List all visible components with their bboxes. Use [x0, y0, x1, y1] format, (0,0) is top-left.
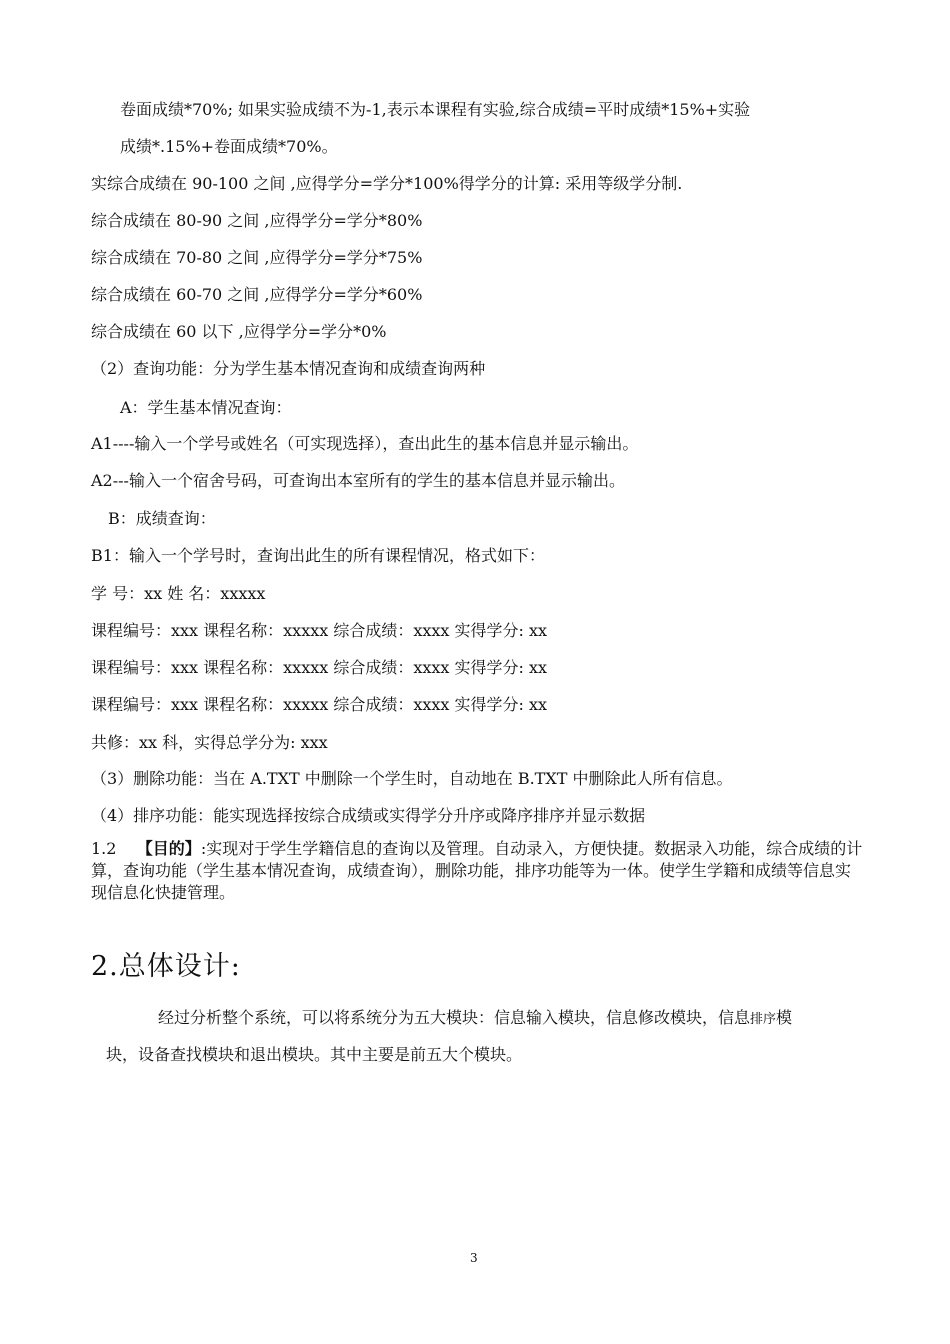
text-line: 学 号：xx 姓 名：xxxxx: [91, 584, 266, 603]
text-line: （3）删除功能：当在 A.TXT 中删除一个学生时，自动地在 B.TXT 中删除此人所有信息。: [91, 769, 733, 788]
text-line: 共修：xx 科，实得总学分为: xxx: [91, 733, 328, 752]
text-line: 课程编号：xxx 课程名称：xxxxx 综合成绩：xxxx 实得学分: xx: [91, 695, 548, 714]
text-line: B：成绩查询：: [108, 509, 216, 528]
text-line: A2---输入一个宿舍号码，可查询出本室所有的学生的基本信息并显示输出。: [91, 471, 625, 490]
section-heading: 2.总体设计:: [91, 951, 241, 982]
text-line: （4）排序功能：能实现选择按综合成绩或实得学分升序或降序排序并显示数据: [91, 806, 646, 825]
text-line: 综合成绩在 60 以下 ,应得学分=学分*0%: [91, 322, 387, 341]
section-paragraph-text: 经过分析整个系统，可以将系统分为五大模块：信息输入模块，信息修改模块，信息: [158, 1008, 751, 1027]
text-line: （2）查询功能：分为学生基本情况查询和成绩查询两种: [91, 359, 486, 378]
purpose-text: :实现对于学生学籍信息的查询以及管理。自动录入，方便快捷。数据录入功能，综合成绩的计算，查询功能（学生基本情况查询，成绩查询），删除功能，排序功能等为一体。使学生学籍和成绩等信息实现信息化快捷管理。: [91, 839, 863, 902]
section-paragraph-tail: 模: [776, 1008, 793, 1027]
page-number: 3: [470, 1251, 478, 1265]
purpose-label: 【目的】: [136, 839, 201, 858]
purpose-paragraph: [91, 838, 866, 904]
text-line: 成绩*.15%+卷面成绩*70%。: [120, 137, 338, 156]
text-line: B1：输入一个学号时，查询出此生的所有课程情况，格式如下：: [91, 546, 545, 565]
section-paragraph-small: 排序: [750, 1012, 777, 1027]
text-line: 综合成绩在 60-70 之间 ,应得学分=学分*60%: [91, 285, 423, 304]
text-line: 课程编号：xxx 课程名称：xxxxx 综合成绩：xxxx 实得学分: xx: [91, 621, 548, 640]
text-line: 综合成绩在 80-90 之间 ,应得学分=学分*80%: [91, 211, 423, 230]
purpose-number: 1.2: [91, 839, 117, 858]
text-line: 实综合成绩在 90-100 之间 ,应得学分=学分*100%得学分的计算: 采用等级学分制.: [91, 174, 683, 193]
text-line: 卷面成绩*70%; 如果实验成绩不为-1,表示本课程有实验,综合成绩=平时成绩*15%+实验: [120, 100, 751, 119]
text-line: 课程编号：xxx 课程名称：xxxxx 综合成绩：xxxx 实得学分: xx: [91, 658, 548, 677]
text-line: A：学生基本情况查询：: [120, 398, 292, 417]
text-line: A1----输入一个学号或姓名（可实现选择），查出此生的基本信息并显示输出。: [91, 434, 639, 453]
text-line: 综合成绩在 70-80 之间 ,应得学分=学分*75%: [91, 248, 423, 267]
section-paragraph-line: 块，设备查找模块和退出模块。其中主要是前五大个模块。: [106, 1045, 523, 1064]
section-paragraph-line: [158, 1008, 792, 1030]
